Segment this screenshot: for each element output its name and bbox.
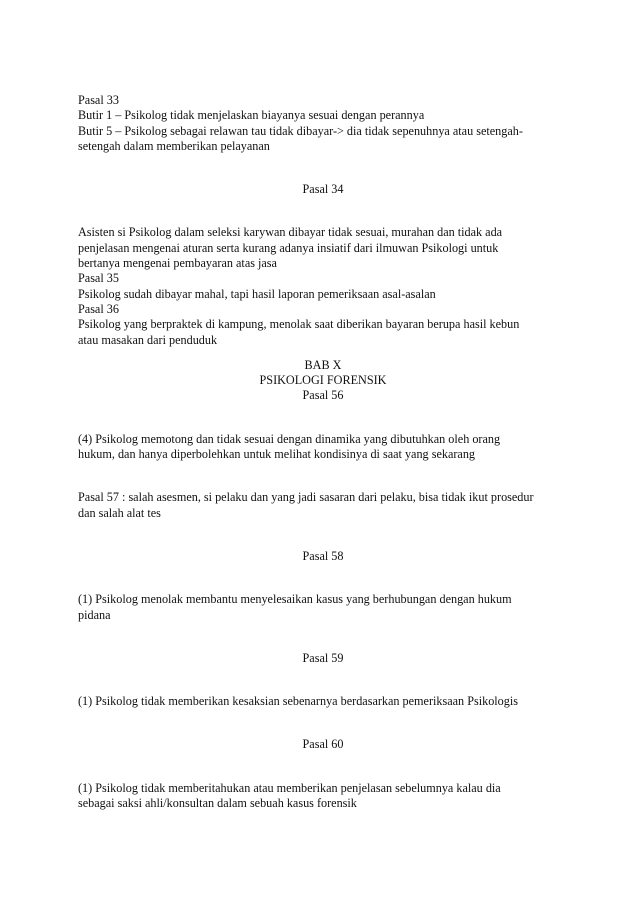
spacer [78,404,568,432]
bab-label: BAB X [304,357,342,372]
pasal-60-line-1: (1) Psikolog tidak memberitahukan atau memberikan penjelasan sebelumnya kalau dia [78,780,501,795]
spacer [78,753,568,781]
pasal-36-heading: Pasal 36 [78,301,119,316]
pasal-35-heading: Pasal 35 [78,271,119,286]
document-page [78,93,568,811]
pasal-56-heading: Pasal 56 [302,388,344,403]
pasal-58-line-2: pidana [78,607,111,622]
pasal-36-line-2: atau masakan dari penduduk [78,332,218,347]
pasal-34-line-3: bertanya mengenai pembayaran atas jasa [78,256,277,271]
pasal-34-heading: Pasal 34 [302,182,344,197]
pasal-34-line-2: penjelasan mengenai aturan serta kurang adanya insiatif dari ilmuwan Psikologi untuk [78,240,499,255]
spacer [78,709,568,737]
pasal-59-heading: Pasal 59 [302,650,344,665]
pasal-56-line-1: (4) Psikolog memotong dan tidak sesuai dengan dinamika yang dibutuhkan oleh orang [78,431,501,446]
pasal-60-heading: Pasal 60 [302,737,344,752]
spacer [78,154,568,182]
pasal-33-butir-5-line-2: setengah dalam memberikan pelayanan [78,138,270,153]
spacer [78,462,568,490]
spacer [78,666,568,694]
spacer [78,623,568,651]
spacer [78,564,568,592]
pasal-57-line-1: Pasal 57 : salah asesmen, si pelaku dan yang jadi sasaran dari pelaku, bisa tidak ikut prosedur [78,490,534,505]
pasal-58-line-1: (1) Psikolog menolak membantu menyelesaikan kasus yang berhubungan dengan hukum [78,592,512,607]
bab-title: PSIKOLOGI FORENSIK [259,373,387,388]
pasal-35-line-1: Psikolog sudah dibayar mahal, tapi hasil laporan pemeriksaan asal-asalan [78,286,436,301]
pasal-56-line-2: hukum, dan hanya diperbolehkan untuk melihat kondisinya di saat yang sekarang [78,447,476,462]
pasal-58-heading: Pasal 58 [302,548,344,563]
pasal-33-heading: Pasal 33 [78,93,119,107]
pasal-59-line-1: (1) Psikolog tidak memberikan kesaksian sebenarnya berdasarkan pemeriksaan Psikologis [78,694,518,709]
pasal-33-butir-1: Butir 1 – Psikolog tidak menjelaskan biayanya sesuai dengan perannya [78,108,425,123]
pasal-57-line-2: dan salah alat tes [78,505,161,520]
spacer [78,521,568,549]
pasal-60-line-2: sebagai saksi ahli/konsultan dalam sebuah kasus forensik [78,796,357,811]
spacer [78,348,568,358]
pasal-33-butir-5-line-1: Butir 5 – Psikolog sebagai relawan tau tidak dibayar-> dia tidak sepenuhnya atau setengah- [78,123,523,138]
pasal-36-line-1: Psikolog yang berpraktek di kampung, menolak saat diberikan bayaran berupa hasil kebun [78,317,520,332]
pasal-34-line-1: Asisten si Psikolog dalam seleksi karywan dibayar tidak sesuai, murahan dan tidak ada [78,225,503,240]
spacer [78,197,568,225]
